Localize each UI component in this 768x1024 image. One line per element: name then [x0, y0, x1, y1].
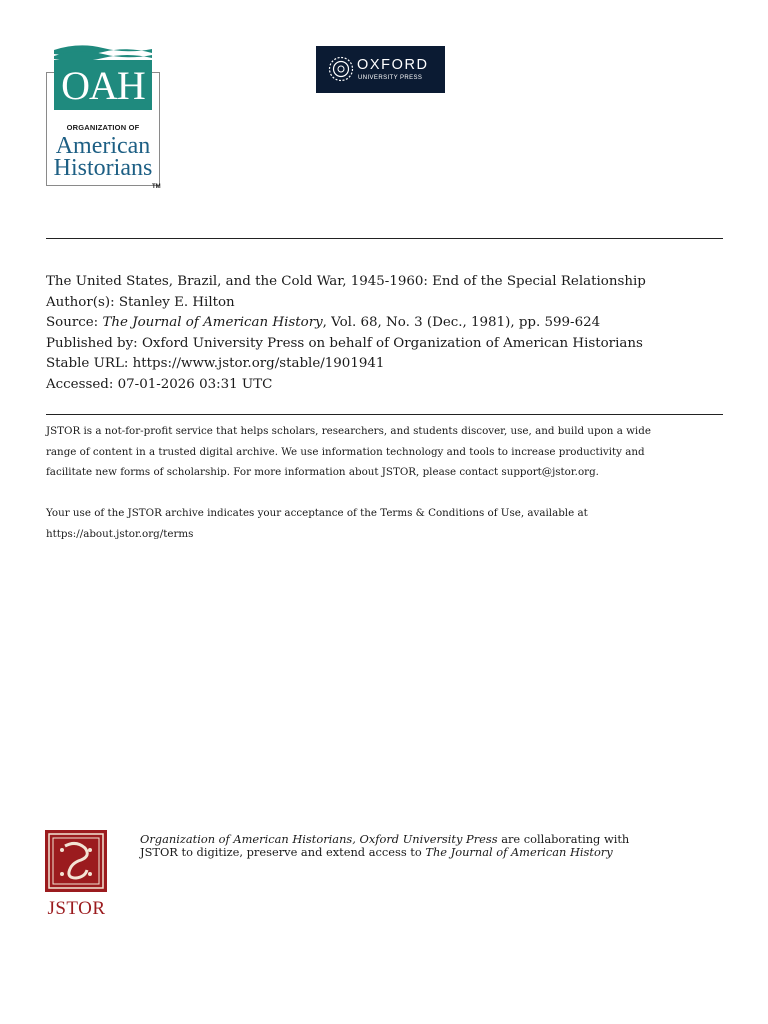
terms-line: Your use of the JSTOR archive indicates your acceptance of the Terms & Conditions of Use, available at: [46, 507, 588, 519]
collab-orgs: Organization of American Historians, Oxford University Press: [140, 832, 498, 846]
notice-line: range of content in a trusted digital archive. We use information technology and tools to increase productivity and: [46, 445, 645, 458]
terms-url-link[interactable]: https://about.jstor.org/terms: [46, 527, 194, 540]
stable-url-label: Stable URL:: [46, 356, 129, 371]
jstor-emblem-icon: [45, 830, 107, 892]
collaboration-statement: [140, 833, 720, 859]
notice-line: JSTOR is a not-for-profit service that helps scholars, researchers, and students discover, use, and build upon a wide: [46, 425, 651, 437]
article-title: The United States, Brazil, and the Cold War, 1945-1960: End of the Special Relationship: [46, 274, 646, 289]
source-details: , Vol. 68, No. 3 (Dec., 1981), pp. 599-624: [322, 315, 601, 330]
jstor-wordmark: JSTOR: [47, 898, 106, 919]
collab-line-2: [140, 846, 720, 859]
accessed-line: [46, 375, 736, 396]
journal-title: The Journal of American History: [102, 315, 323, 330]
collab-text: are collaborating with: [497, 832, 630, 846]
oxford-logo: [316, 46, 445, 93]
accessed-label: Accessed:: [46, 376, 114, 392]
oah-org-of: ORGANIZATION OF: [66, 123, 140, 132]
published-label: Published by:: [46, 335, 138, 351]
jstor-emblem: [45, 830, 107, 892]
authors: Stanley E. Hilton: [118, 294, 235, 310]
stable-url-line: [46, 354, 736, 375]
jstor-logo: [45, 830, 108, 920]
accessed-date: 07-01-2026 03:31 UTC: [117, 376, 273, 392]
oxford-subtitle: UNIVERSITY PRESS: [358, 75, 423, 81]
divider-middle: [46, 414, 723, 415]
collab-journal: The Journal of American History: [425, 845, 613, 859]
source-label: Source:: [46, 315, 99, 330]
collab-text: JSTOR to digitize, preserve and extend access to: [140, 845, 426, 859]
divider-top: [46, 238, 723, 239]
stable-url-link[interactable]: https://www.jstor.org/stable/1901941: [132, 356, 385, 371]
oxford-seal-icon: [328, 56, 354, 82]
publisher: Oxford University Press on behalf of Organization of American Historians: [141, 335, 643, 351]
authors-line: [46, 293, 736, 314]
terms-paragraph: [46, 503, 736, 544]
authors-label: Author(s):: [46, 294, 115, 310]
oah-historians: Historians: [53, 155, 153, 181]
notice-line: facilitate new forms of scholarship. For more information about JSTOR, please contact support@jstor.org.: [46, 466, 599, 478]
oah-trademark: TM: [152, 184, 161, 190]
jstor-notice-paragraph: [46, 421, 736, 483]
oah-logo: [46, 44, 162, 192]
publisher-line: [46, 334, 736, 355]
source-line: [46, 313, 736, 334]
oah-american: American: [55, 133, 151, 159]
oah-letters: OAH: [61, 63, 145, 108]
citation-block: [46, 272, 736, 395]
oxford-name: OXFORD: [357, 57, 429, 73]
